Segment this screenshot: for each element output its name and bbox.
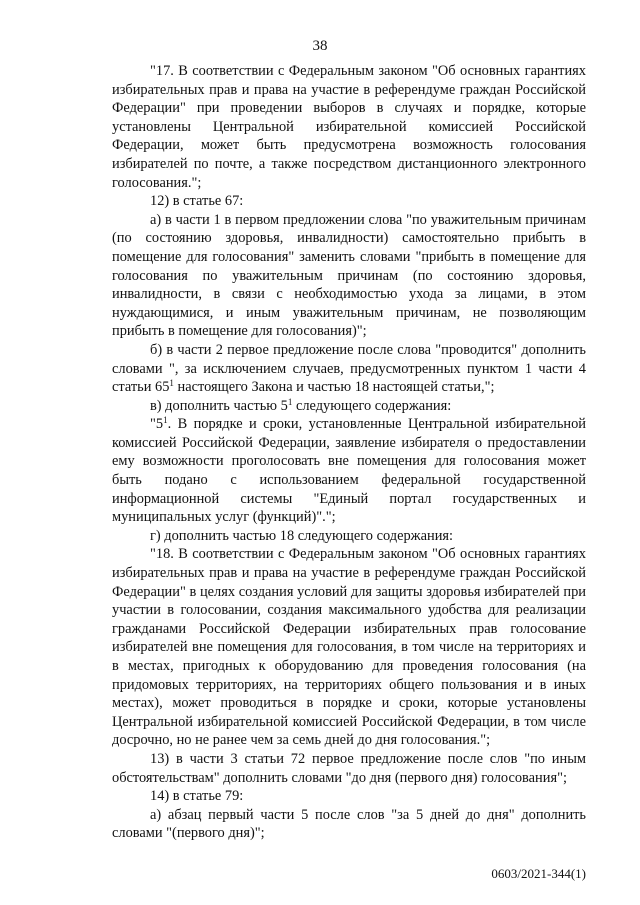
paragraph-item-14a: а) абзац первый части 5 после слов "за 5 дней до дня" дополнить словами "(первого дня)"; <box>112 806 586 842</box>
paragraph-5-1 <box>112 415 586 527</box>
paragraph-item-12v-text-after: следующего содержания: <box>292 397 452 414</box>
paragraph-item-12: 12) в статье 67: <box>150 193 244 210</box>
paragraph-item-12a: а) в части 1 в первом предложении слова "по уважительным причинам (по состоянию здоровья, инвалидности) самостоятельно прибыть в помещение для голосования" заменить словами "прибыть в помещение для голосования по уважительным причинам (по состоянию здоровья, инвалидности, в связи с необходимостью ухода за лицами, в этом нуждающимися, и иным уважительным причинам, не позволяющим прибыть в помещение для голосования)"; <box>112 211 586 340</box>
document-body <box>112 62 586 843</box>
page-number: 38 <box>312 38 328 54</box>
paragraph-item-14: 14) в статье 79: <box>150 788 244 805</box>
paragraph-5-1-text-before: "5 <box>150 416 164 433</box>
document-code: 0603/2021-344(1) <box>491 866 586 881</box>
paragraph-item-12g: г) дополнить частью 18 следующего содержания: <box>150 527 454 544</box>
paragraph-item-12b <box>112 341 586 397</box>
paragraph-17: "17. В соответствии с Федеральным законом "Об основных гарантиях избирательных прав и права на участие в референдуме граждан Российской Федерации" при проведении выборов в случаях и порядке, которые установлены Центральной избирательной комиссией Российской Федерации, может быть предусмотрена возможность голосования избирателей по почте, а также посредством дистанционного электронного голосования."; <box>112 63 586 191</box>
superscript: 1 <box>287 396 293 407</box>
paragraph-5-1-text-after: . В порядке и сроки, установленные Центральной избирательной комиссией Российской Федерации, заявление избирателя о предоставлении ему возможности проголосовать вне помещения для голосования может быть подано с использованием федеральной государственной информационной системы "Единый портал государственных и муниципальных услуг (функций)"."; <box>112 416 586 526</box>
paragraph-item-12b-text-before: б) в части 2 первое предложение после слова "проводится" дополнить словами ", за исключением случаев, предусмотренных пунктом 1 части 4 статьи 65 <box>112 341 586 396</box>
paragraph-item-13: 13) в части 3 статьи 72 первое предложение после слов "по иным обстоятельствам" дополнить словами "до дня (первого дня) голосования"; <box>112 750 586 786</box>
paragraph-item-12b-text-after: настоящего Закона и частью 18 настоящей статьи,"; <box>173 379 495 396</box>
paragraph-item-12v-text-before: в) дополнить частью 5 <box>150 397 288 414</box>
paragraph-item-12v <box>112 397 586 416</box>
paragraph-18: "18. В соответствии с Федеральным законом "Об основных гарантиях избирательных прав и права на участие в референдуме граждан Российской Федерации" в целях создания условий для защиты здоровья избирателей при участии в голосовании, создания максимального удобства для реализации гражданами Российской Федерации избирательных прав голосование избирателей вне помещения для голосования, в том числе на территориях и в местах, пригодных к оборудованию для проведения голосования (на придомовых территориях, на территориях общего пользования и в иных местах), может проводиться в порядке и сроки, которые установлены Центральной избирательной комиссией Российской Федерации, в том числе досрочно, но не ранее чем за семь дней до дня голосования."; <box>112 546 586 749</box>
superscript: 1 <box>169 378 174 389</box>
superscript: 1 <box>163 415 168 426</box>
